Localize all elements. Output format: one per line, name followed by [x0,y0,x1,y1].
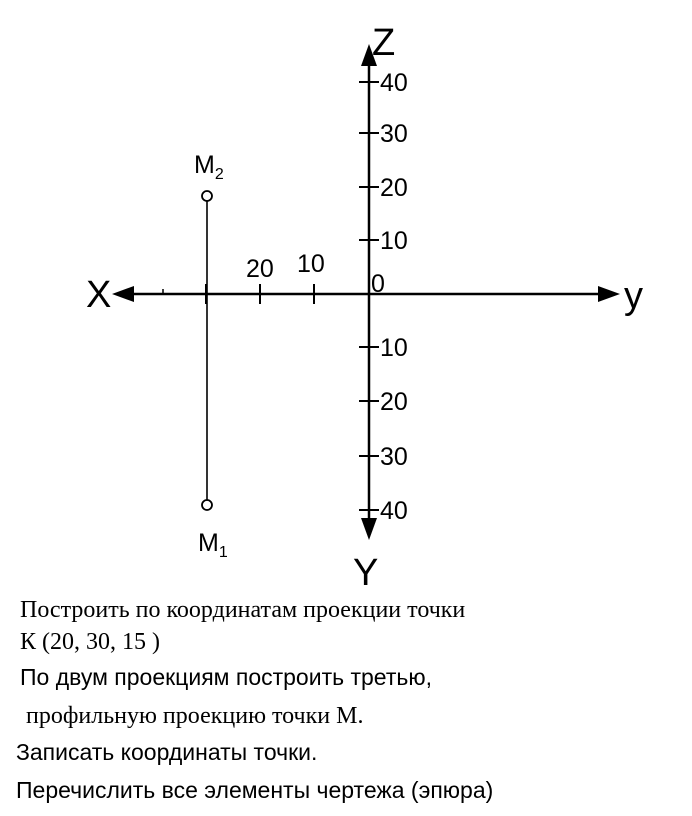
y-tick-label: 30 [380,443,408,471]
z-tick-label: 30 [380,120,408,148]
point-m2-marker [202,191,212,201]
y-tick-label: 10 [380,334,408,362]
y-tick-label: 20 [380,388,408,416]
z-tick-label: 10 [380,227,408,255]
task-line: профильную проекцию точки М. [26,703,364,729]
y-axis-down-label: Y [353,552,379,590]
point-m1-label: $M_1$ [198,529,228,561]
y-axis-down-arrow [361,518,377,540]
task-line: По двум проекциям построить третью, [20,664,432,690]
task-line: Построить по координатам проекции точки [20,597,466,623]
y-axis-right-label: y [624,275,643,317]
task-line: Записать координаты точки. [16,739,318,765]
y-axis-right-arrow [598,286,620,302]
x-tick-label: 10 [297,250,325,278]
x-tick-label: 20 [246,255,274,283]
origin-label: 0 [371,270,385,298]
x-axis-arrow [112,286,134,302]
z-tick-label: 20 [380,174,408,202]
task-line: К (20, 30, 15 ) [20,629,160,655]
z-tick-label: 40 [380,69,408,97]
y-tick-label: 40 [380,497,408,525]
point-m1-marker [202,500,212,510]
z-axis-label: Z [372,22,396,64]
task-line: Перечислить все элементы чертежа (эпюра) [16,777,494,803]
x-axis-label: X [86,274,112,316]
point-m2-label: $M_2$ [194,151,224,183]
